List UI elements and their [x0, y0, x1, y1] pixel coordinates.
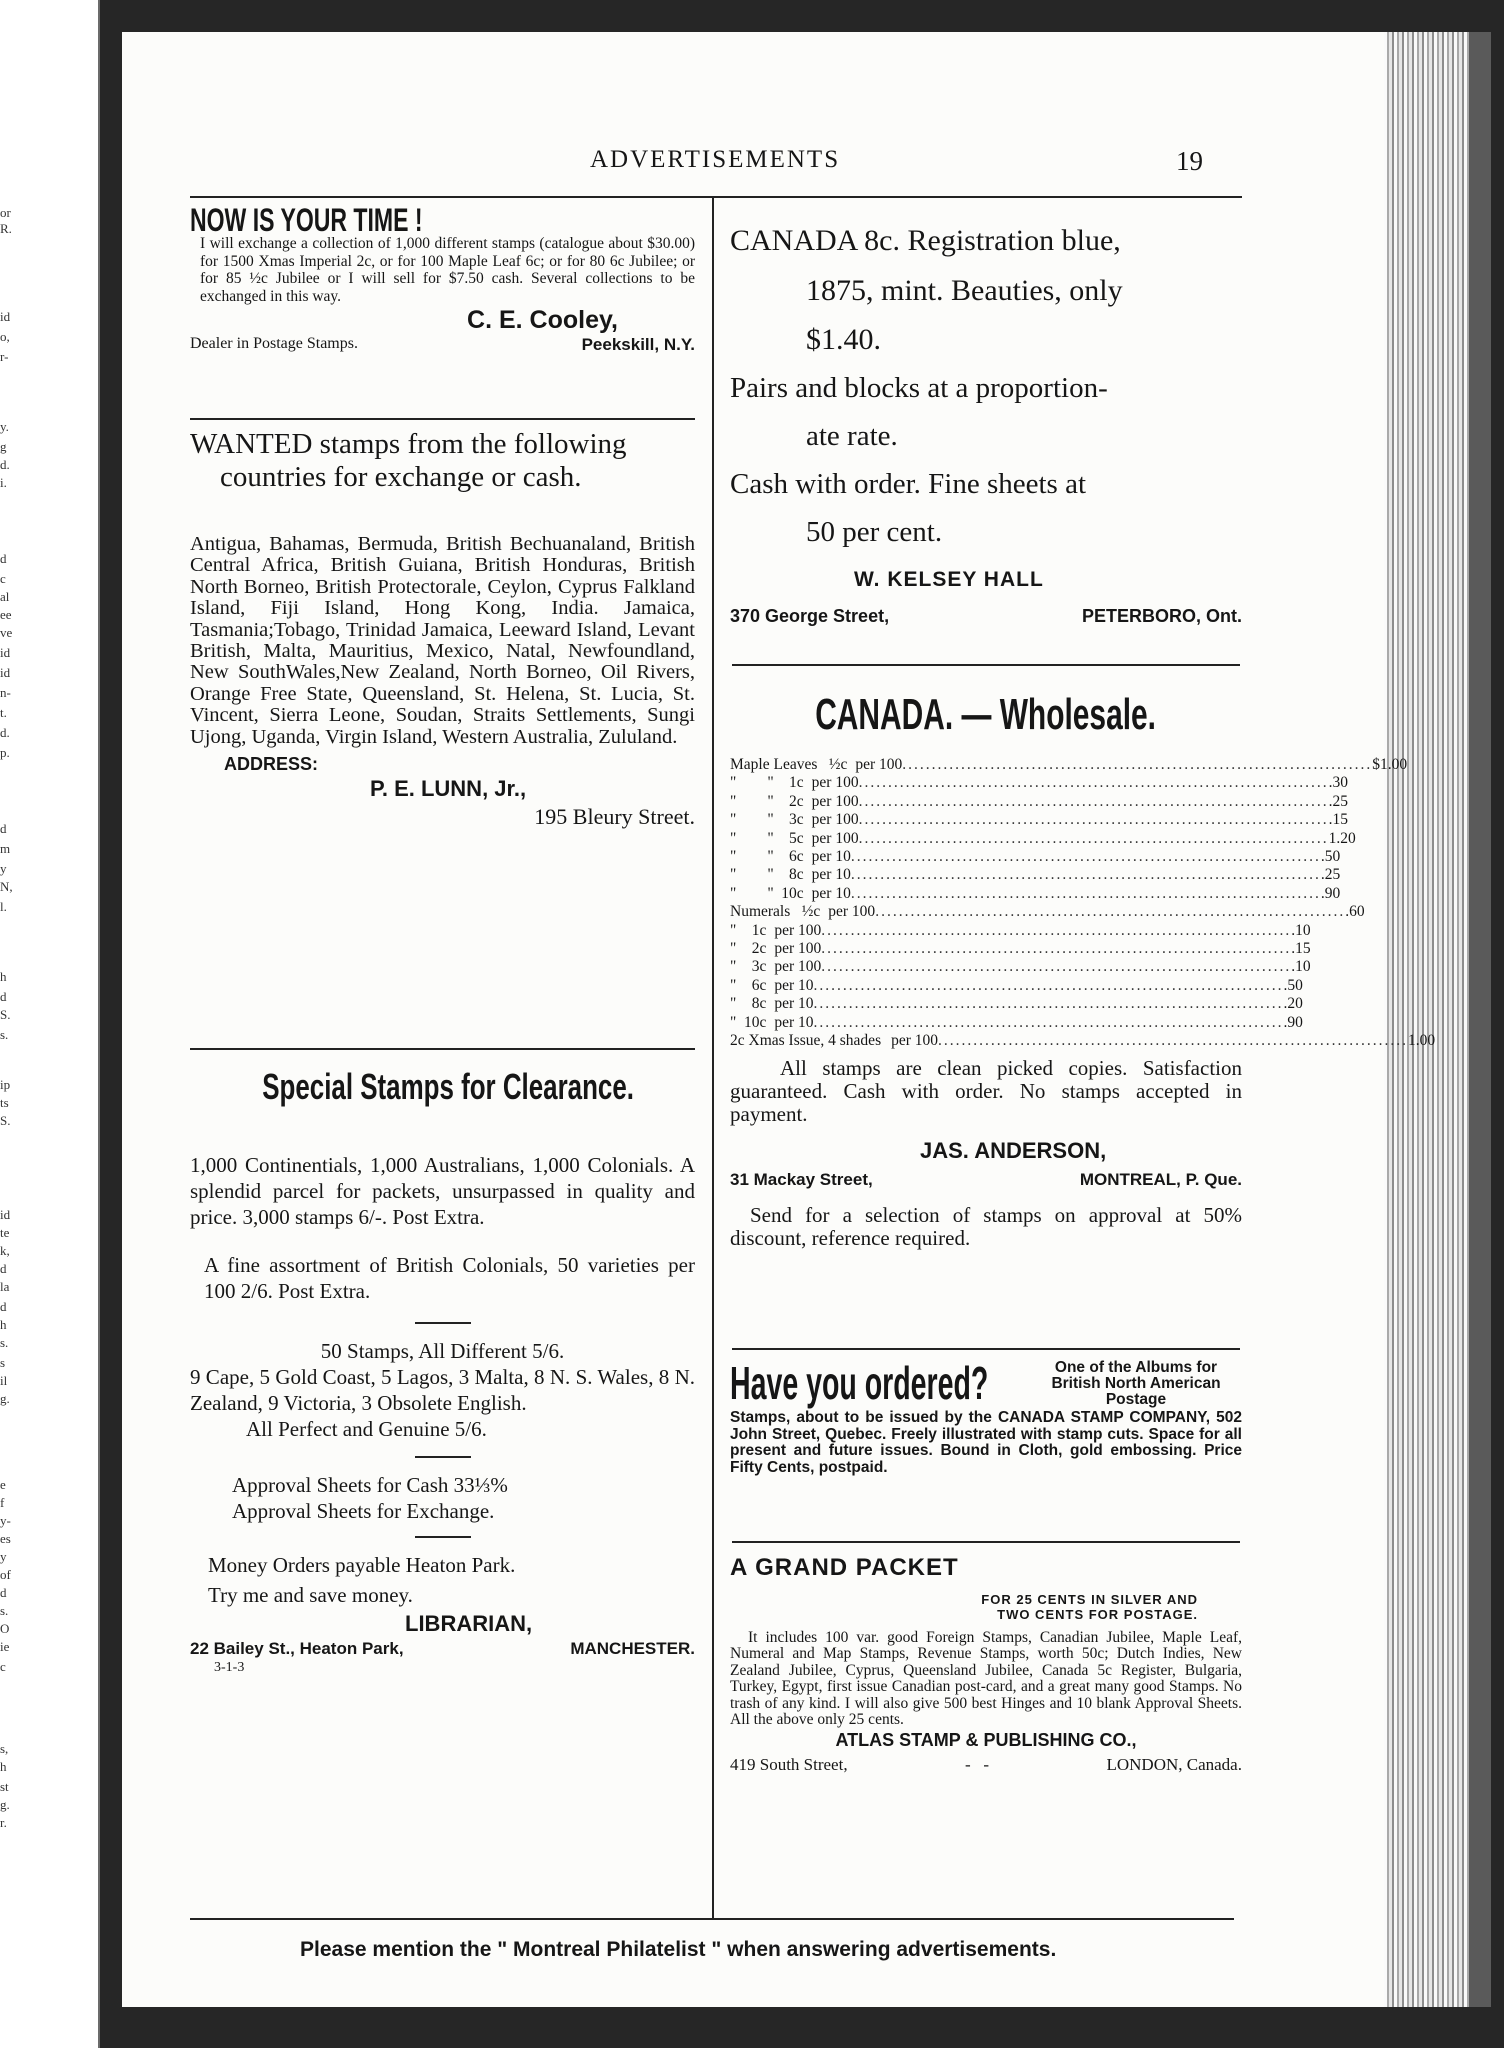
- gutter-fragment: id: [0, 309, 11, 324]
- price-value: .25: [1320, 866, 1341, 884]
- ad-hall-street: 370 George Street,: [730, 606, 890, 626]
- leader-dots: ................................................................................: [850, 866, 1321, 884]
- price-quantity: per 100: [811, 811, 859, 829]
- ad-lunn-heading: WANTED stamps from the following countries for exchange or cash.: [190, 428, 627, 493]
- leader-dots: ................................................................................: [821, 958, 1292, 976]
- gutter-fragment: d.: [0, 725, 10, 740]
- ad-lunn-countries: Antigua, Bahamas, Bermuda, British Bechuanaland, British Central Africa, British Guiana, British Honduras, British North Borneo, British Protectorale, Ceylon, Cyprus Falkland Island, Fiji Island, Hong Kong, India. Jamaica, Tasmania;Tobago, Trinidad Jamaica, Leeward Island, Levant British, Malta, Mauritius, Mexico, Natal, Newfoundland, New SouthWales,New Zealand, North Borneo, Oil Rivers, Orange Free State, Queensland, St. Helena, St. Lucia, St. Vincent, Sierra Leone, Soudan, Straits Settlements, Sungi Ujong, Uganda, Virgin Island, Western Australia, Zululand.: [190, 533, 695, 748]
- price-quantity: per 100: [811, 829, 859, 847]
- ad-albums-heading: Have you ordered?: [730, 1357, 989, 1409]
- short-rule: [415, 1536, 471, 1538]
- separator: [732, 1348, 1240, 1350]
- gutter-fragment: ts: [0, 1095, 9, 1110]
- price-row: [730, 976, 1303, 995]
- leader-dots: ................................................................................: [875, 903, 1346, 921]
- gutter-fragment: ie: [0, 1639, 10, 1654]
- gutter-fragment: d: [0, 1299, 7, 1314]
- price-value: .30: [1328, 774, 1348, 792]
- price-denomination: 8c: [789, 866, 804, 884]
- price-label: 2c Xmas Issue, 4 shades: [730, 1032, 882, 1050]
- ad-anderson-heading-wrap: [730, 690, 1242, 746]
- price-label: " ": [730, 866, 774, 884]
- ad-librarian-street: 22 Bailey St., Heaton Park,: [190, 1639, 404, 1658]
- ad-librarian-code: 3-1-3: [214, 1660, 245, 1675]
- price-row: [730, 884, 1341, 903]
- price-quantity: per 10: [774, 995, 814, 1013]
- price-row: [730, 921, 1311, 940]
- ad-anderson-address: [730, 1170, 1242, 1190]
- leader-dots: ................................................................................: [850, 848, 1321, 866]
- leader-dots: ................................................................................: [858, 774, 1329, 792]
- ad-librarian-p5a: Money Orders payable Heaton Park.: [208, 1553, 516, 1577]
- ad-cooley-body-2: 1500 Xmas Imperial 2c, or for 100 Maple Leaf 6c; or for 80 6c Jubilee; or for 85 ½c Jubilee or I will sell for $7.50 cash. Several collections to be exchanged in this way.: [200, 252, 696, 305]
- price-row: [730, 1032, 1436, 1050]
- price-value: .60: [1345, 903, 1365, 921]
- leader-dots: ................................................................................: [938, 1032, 1409, 1050]
- ad-anderson-p2: Send for a selection of stamps on approval at 50% discount, reference required.: [730, 1202, 1242, 1250]
- price-quantity: per 10: [774, 976, 814, 994]
- ad-cooley-body-1: I will exchange a collection of 1,000 different stamps (catalogue about $30.00) for: [200, 235, 695, 270]
- ad-cooley-footer: [190, 335, 695, 355]
- gutter-fragment: c: [0, 571, 6, 586]
- price-quantity: per 100: [855, 756, 903, 773]
- price-label: ": [730, 1013, 737, 1031]
- facing-page-gutter: [0, 0, 100, 2048]
- price-denomination: ½c: [828, 756, 848, 773]
- ad-hall-l5: ate rate.: [806, 420, 898, 452]
- price-value: $1.00: [1372, 756, 1408, 773]
- gutter-fragment: id: [0, 1207, 11, 1222]
- gutter-fragment: g.: [0, 1391, 10, 1406]
- leader-dots: ................................................................................: [813, 1013, 1284, 1031]
- ad-hall-l6: Cash with order. Fine sheets at: [730, 468, 1087, 500]
- ad-atlas-body: It includes 100 var. good Foreign Stamps, Canadian Jubilee, Maple Leaf, Numeral and Map Stamps, Revenue Stamps, worth 50c; Dutch Indies, New Zealand Jubilee, Cyprus, Queensland Jubilee, Canada 5c Register, Bulgaria, Turkey, Egypt, first issue Canadian post-card, and a great many good Stamps. No trash of any kind. I will also give 500 best Hinges and 10 blank Approval Sheets. All the above only 25 cents.: [730, 1629, 1242, 1729]
- gutter-fragment: i.: [0, 475, 7, 490]
- gutter-fragment: s.: [0, 1027, 9, 1042]
- leader-dots: ................................................................................: [858, 829, 1329, 847]
- short-rule: [415, 1322, 471, 1324]
- short-rule: [415, 1456, 471, 1458]
- ad-atlas-dashes: - -: [965, 1755, 990, 1775]
- gutter-fragment: e: [0, 1477, 6, 1492]
- price-denomination: 1c: [789, 774, 804, 792]
- leader-dots: ................................................................................: [858, 792, 1329, 810]
- gutter-fragment: S.: [0, 1007, 11, 1022]
- price-quantity: per 100: [891, 1032, 939, 1050]
- column-divider: [712, 196, 714, 1918]
- gutter-fragment: id: [0, 645, 11, 660]
- gutter-fragment: h: [0, 1759, 7, 1774]
- price-row: [730, 940, 1311, 958]
- gutter-fragment: g.: [0, 1797, 10, 1812]
- gutter-fragment: id: [0, 665, 11, 680]
- gutter-fragment: y-: [0, 1513, 11, 1528]
- gutter-fragment: s: [0, 1355, 6, 1370]
- price-row: [730, 848, 1341, 866]
- gutter-fragment: y: [0, 1549, 7, 1564]
- ad-anderson-price-table: [730, 756, 1436, 1051]
- price-row: [730, 792, 1348, 811]
- price-denomination: 5c: [789, 829, 804, 847]
- price-value: 1.00: [1408, 1032, 1436, 1050]
- ad-librarian-p5b: Try me and save money.: [208, 1583, 413, 1607]
- price-quantity: per 100: [828, 903, 876, 921]
- leader-dots: ................................................................................: [821, 921, 1292, 939]
- gutter-fragment: o,: [0, 329, 10, 344]
- price-denomination: 6c: [751, 976, 767, 994]
- price-value: 1.20: [1328, 829, 1356, 847]
- price-value: .10: [1291, 958, 1311, 976]
- price-label: ": [730, 976, 737, 994]
- leader-dots: ................................................................................: [813, 976, 1284, 994]
- ad-anderson-city: MONTREAL, P. Que.: [1079, 1169, 1242, 1189]
- gutter-fragment: d.: [0, 457, 10, 472]
- price-quantity: per 100: [811, 792, 859, 810]
- leader-dots: ................................................................................: [821, 940, 1292, 958]
- gutter-fragment: s.: [0, 1603, 9, 1618]
- gutter-fragment: N,: [0, 879, 13, 894]
- ad-librarian-p4b: Approval Sheets for Exchange.: [232, 1499, 495, 1523]
- gutter-fragment: s.: [0, 1335, 9, 1350]
- gutter-fragment: m: [0, 841, 11, 856]
- ad-librarian-city: MANCHESTER.: [570, 1639, 695, 1658]
- price-value: .15: [1328, 811, 1348, 829]
- price-label: Numerals: [730, 903, 791, 921]
- gutter-fragment: s,: [0, 1741, 9, 1756]
- price-value: .50: [1283, 976, 1303, 994]
- separator: [190, 418, 695, 420]
- ad-librarian-address: [190, 1638, 695, 1660]
- price-label: ": [730, 940, 737, 958]
- ad-librarian-heading: Special Stamps for Clearance.: [262, 1066, 634, 1107]
- footer-rule: [190, 1918, 1234, 1920]
- ad-cooley-name: C. E. Cooley,: [467, 306, 618, 334]
- leader-dots: ................................................................................: [850, 884, 1321, 902]
- price-value: .90: [1283, 1013, 1303, 1031]
- separator: [732, 1541, 1240, 1543]
- ad-lunn: [190, 428, 695, 831]
- gutter-fragment: ip: [0, 1077, 11, 1092]
- ad-hall-l1: CANADA 8c. Registration blue,: [730, 224, 1121, 257]
- gutter-fragment: t.: [0, 705, 7, 720]
- ad-librarian-heading-wrap: [190, 1066, 695, 1112]
- page-number: 19: [1176, 146, 1203, 176]
- price-value: .20: [1283, 995, 1303, 1013]
- gutter-fragment: O: [0, 1621, 10, 1636]
- gutter-fragment: g: [0, 439, 7, 454]
- gutter-fragment: d: [0, 1585, 7, 1600]
- ad-librarian-p2: A fine assortment of British Colonials, 50 varieties per 100 2/6. Post Extra.: [204, 1253, 695, 1303]
- ad-hall-l2: 1875, mint. Beauties, only: [806, 274, 1123, 307]
- leader-dots: ................................................................................: [902, 756, 1373, 773]
- price-quantity: per 10: [774, 1013, 814, 1031]
- price-row: [730, 903, 1365, 921]
- price-label: ": [730, 995, 737, 1013]
- ad-anderson-heading: CANADA. — Wholesale.: [815, 690, 1157, 739]
- price-row: [730, 811, 1348, 829]
- ad-hall-city: PETERBORO, Ont.: [1081, 606, 1242, 626]
- price-label: " ": [730, 829, 774, 847]
- gutter-fragment: r-: [0, 349, 9, 364]
- ad-atlas-address: [730, 1755, 1242, 1775]
- gutter-fragment: y: [0, 861, 7, 876]
- price-value: .90: [1320, 884, 1341, 902]
- ad-albums: [730, 1356, 1242, 1476]
- book-page-edges: [1384, 32, 1469, 2007]
- gutter-fragment: d: [0, 551, 7, 566]
- gutter-fragment: y.: [0, 419, 9, 434]
- ad-lunn-address-label: ADDRESS:: [224, 754, 319, 775]
- gutter-fragment: ee: [0, 607, 12, 622]
- gutter-fragment: ve: [0, 625, 13, 640]
- ad-librarian-name: LIBRARIAN,: [405, 1611, 533, 1636]
- ad-anderson-p1: All stamps are clean picked copies. Satisfaction guaranteed. Cash with order. No stamps accepted in payment.: [730, 1055, 1242, 1126]
- separator: [190, 1048, 695, 1050]
- ad-anderson-street: 31 Mackay Street,: [730, 1169, 873, 1189]
- ad-hall-name: W. KELSEY HALL: [854, 568, 1044, 591]
- ad-lunn-street: 195 Bleury Street.: [534, 804, 695, 830]
- price-label: " ": [730, 848, 774, 866]
- gutter-fragment: k,: [0, 1243, 10, 1258]
- ad-cooley-heading: NOW IS YOUR TIME !: [190, 202, 423, 238]
- ad-atlas-heading: A GRAND PACKET: [730, 1554, 959, 1581]
- ad-atlas-sub1: FOR 25 CENTS IN SILVER AND: [981, 1592, 1198, 1607]
- ad-hall: [730, 216, 1242, 627]
- ad-hall-l4: Pairs and blocks at a proportion-: [730, 372, 1108, 404]
- gutter-fragment: d: [0, 989, 7, 1004]
- price-row: [730, 958, 1311, 976]
- ad-librarian: [190, 1066, 695, 1676]
- price-label: " ": [730, 774, 774, 792]
- price-row: [730, 756, 1408, 774]
- gutter-fragment: te: [0, 1225, 10, 1240]
- price-value: .10: [1291, 921, 1311, 939]
- price-denomination: 6c: [789, 848, 804, 866]
- price-denomination: 10c: [743, 1013, 767, 1031]
- price-denomination: 1c: [751, 921, 767, 939]
- ad-librarian-p1: 1,000 Continentials, 1,000 Australians, 1,000 Colonials. A splendid parcel for packets, unsurpassed in quality and price. 3,000 stamps 6/-. Post Extra.: [190, 1153, 695, 1229]
- price-denomination: 8c: [751, 995, 767, 1013]
- price-row: [730, 1013, 1303, 1032]
- price-denomination: 3c: [789, 811, 804, 829]
- ad-albums-body: Stamps, about to be issued by the CANADA STAMP COMPANY, 502 John Street, Quebec. Freely illustrated with stamp cuts. Space for all present and future issues. Bound in Cloth, gold embossing. Price Fifty Cents, postpaid.: [730, 1409, 1242, 1476]
- gutter-fragment: r.: [0, 1815, 7, 1830]
- leader-dots: ................................................................................: [813, 995, 1284, 1013]
- ad-atlas-name: ATLAS STAMP & PUBLISHING CO.,: [835, 1730, 1137, 1751]
- price-quantity: per 10: [811, 866, 851, 884]
- price-label: ": [730, 958, 737, 976]
- ad-librarian-p4a: Approval Sheets for Cash 33⅓%: [232, 1473, 508, 1497]
- price-value: .50: [1320, 848, 1341, 866]
- price-denomination: 2c: [789, 792, 804, 810]
- ad-hall-l7: 50 per cent.: [806, 516, 943, 548]
- price-quantity: per 10: [811, 884, 851, 902]
- ad-albums-head-row: [730, 1356, 1242, 1408]
- gutter-fragment: es: [0, 1531, 11, 1546]
- ad-cooley-body: [200, 235, 695, 305]
- ad-librarian-p3-end: All Perfect and Genuine 5/6.: [246, 1417, 487, 1441]
- price-quantity: per 100: [774, 958, 822, 976]
- ad-hall-l3: $1.40.: [806, 323, 881, 356]
- gutter-fragment: la: [0, 1279, 10, 1294]
- price-label: ": [730, 921, 737, 939]
- book-cover-edge: [1469, 32, 1491, 2007]
- gutter-fragment: d: [0, 1261, 7, 1276]
- price-denomination: 10c: [781, 884, 804, 902]
- ad-cooley: [190, 202, 695, 355]
- ad-librarian-p3-title: 50 Stamps, All Different 5/6.: [320, 1339, 565, 1363]
- gutter-fragment: f: [0, 1495, 5, 1510]
- gutter-fragment: p.: [0, 745, 10, 760]
- gutter-fragment: st: [0, 1779, 9, 1794]
- ad-cooley-role: Dealer in Postage Stamps.: [190, 335, 358, 352]
- price-label: " ": [730, 884, 774, 902]
- ad-anderson: [730, 690, 1436, 1250]
- gutter-fragment: h: [0, 969, 7, 984]
- gutter-fragment: c: [0, 1659, 6, 1674]
- leader-dots: ................................................................................: [858, 811, 1329, 829]
- ad-librarian-p3-body: 9 Cape, 5 Gold Coast, 5 Lagos, 3 Malta, 8 N. S. Wales, 8 N. Zealand, 9 Victoria, 3 Obsolete English.: [190, 1365, 695, 1415]
- price-row: [730, 995, 1303, 1013]
- price-value: .15: [1291, 940, 1311, 958]
- gutter-fragment: h: [0, 1317, 7, 1332]
- ad-albums-side: One of the Albums for British North American Postage: [1051, 1359, 1221, 1408]
- gutter-fragment: al: [0, 589, 10, 604]
- price-value: .25: [1328, 792, 1348, 810]
- gutter-fragment: or: [0, 205, 11, 220]
- gutter-fragment: il: [0, 1373, 8, 1388]
- ad-atlas-sub2: TWO CENTS FOR POSTAGE.: [997, 1607, 1198, 1622]
- ad-anderson-name: JAS. ANDERSON,: [920, 1137, 1107, 1163]
- price-label: Maple Leaves: [730, 756, 818, 773]
- price-quantity: per 100: [811, 774, 859, 792]
- price-quantity: per 10: [811, 848, 851, 866]
- gutter-fragment: R.: [0, 221, 12, 236]
- gutter-fragment: of: [0, 1567, 11, 1582]
- ad-atlas-street: 419 South Street,: [730, 1755, 848, 1775]
- price-label: " ": [730, 792, 774, 810]
- price-quantity: per 100: [774, 940, 822, 958]
- ad-cooley-town: Peekskill, N.Y.: [581, 335, 695, 354]
- gutter-fragment: n-: [0, 685, 11, 700]
- ad-atlas: [730, 1554, 1242, 1775]
- separator: [732, 664, 1240, 666]
- running-header: ADVERTISEMENTS: [590, 146, 841, 173]
- price-denomination: 3c: [751, 958, 767, 976]
- price-denomination: 2c: [751, 940, 767, 958]
- price-quantity: per 100: [774, 921, 822, 939]
- gutter-fragment: d: [0, 821, 7, 836]
- page-footer: Please mention the " Montreal Philatelist " when answering advertisements.: [300, 1938, 1057, 1961]
- price-row: [730, 829, 1356, 848]
- price-row: [730, 774, 1348, 792]
- gutter-fragment: S.: [0, 1113, 11, 1128]
- price-label: " ": [730, 811, 774, 829]
- header-rule: [190, 196, 1242, 198]
- gutter-fragment: l.: [0, 899, 7, 914]
- ad-lunn-name: P. E. LUNN, Jr.,: [370, 776, 527, 802]
- ad-albums-heading-wrap: [730, 1356, 1030, 1408]
- price-row: [730, 866, 1341, 884]
- price-denomination: ½c: [801, 903, 821, 921]
- ad-atlas-city: LONDON, Canada.: [1106, 1755, 1242, 1775]
- ad-hall-address: [730, 606, 1242, 627]
